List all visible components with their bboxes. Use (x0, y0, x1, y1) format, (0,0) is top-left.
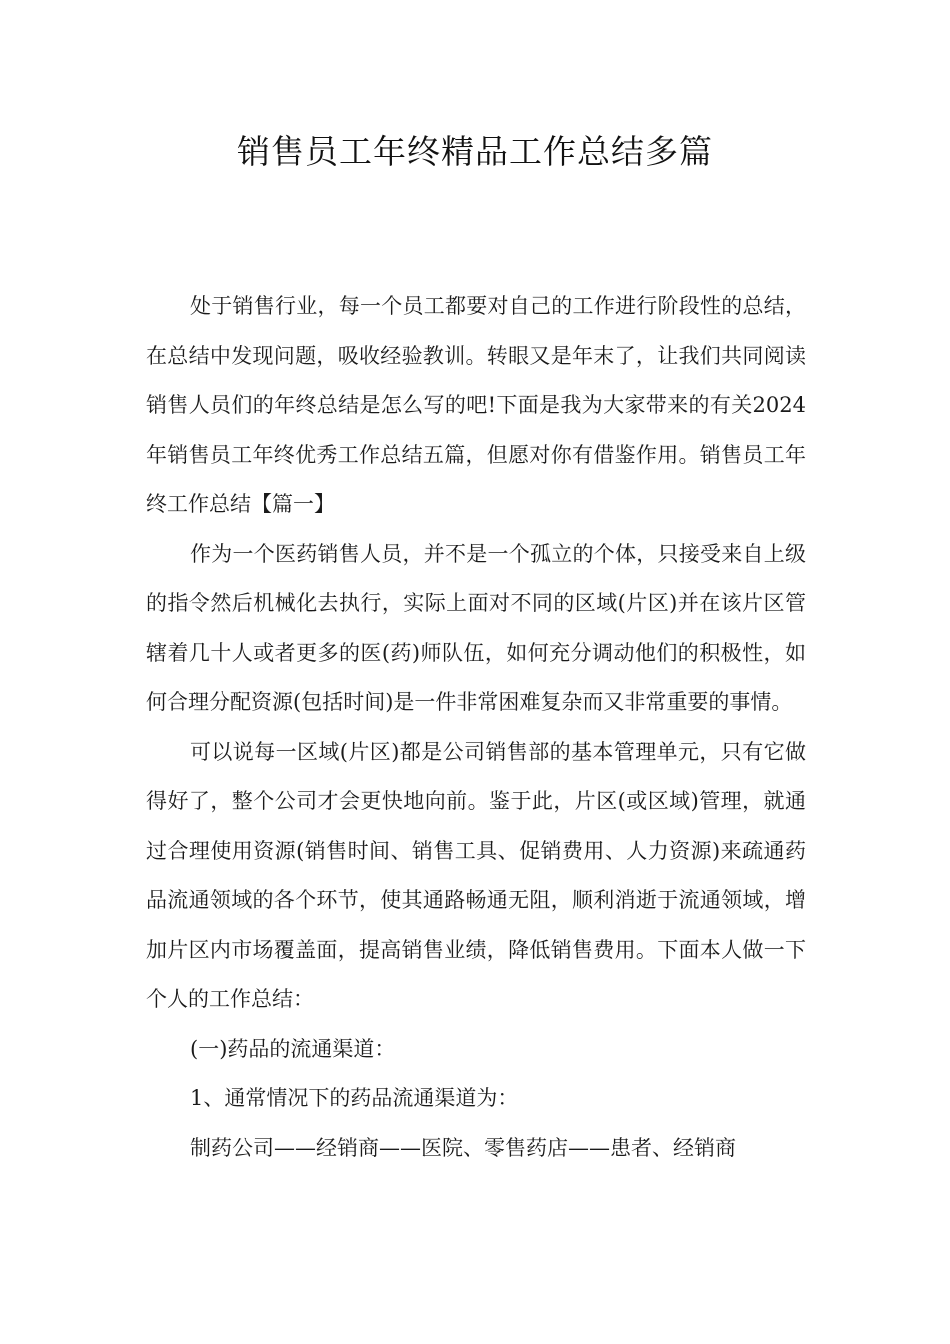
paragraph-list-item: 1、通常情况下的药品流通渠道为： (190, 1086, 519, 1110)
paragraph-region: 可以说每一区域(片区)都是公司销售部的基本管理单元，只有它做得好了，整个公司才会更快地向前。鉴于此，片区(或区域)管理，就通过合理使用资源(销售时间、销售工具、促销费用、人力资源)来疏通药品流通领域的各个环节，使其通路畅通无阻，顺利消逝于流通领域，增加片区内市场覆盖面，提高销售业绩，降低销售费用。下面本人做一下个人的工作总结： (146, 739, 806, 1011)
paragraph-intro: 处于销售行业，每一个员工都要对自己的工作进行阶段性的总结，在总结中发现问题，吸收经验教训。转眼又是年末了，让我们共同阅读销售人员们的年终总结是怎么写的吧!下面是我为大家带来的有关2024年销售员工年终优秀工作总结五篇，但愿对你有借鉴作用。销售员工年终工作总结【篇一】 (146, 294, 806, 516)
paragraph-heading-channel: (一)药品的流通渠道： (190, 1036, 396, 1061)
paragraph-channel-chain: 制药公司——经销商——医院、零售药店——患者、经销商 (190, 1135, 736, 1160)
document-title: 销售员工年终精品工作总结多篇 (237, 132, 713, 171)
document-body (146, 282, 806, 1173)
paragraph-role: 作为一个医药销售人员，并不是一个孤立的个体，只接受来自上级的指令然后机械化去执行，实际上面对不同的区域(片区)并在该片区管辖着几十人或者更多的医(药)师队伍，如何充分调动他们的积极性，如何合理分配资源(包括时间)是一件非常困难复杂而又非常重要的事情。 (146, 541, 806, 714)
